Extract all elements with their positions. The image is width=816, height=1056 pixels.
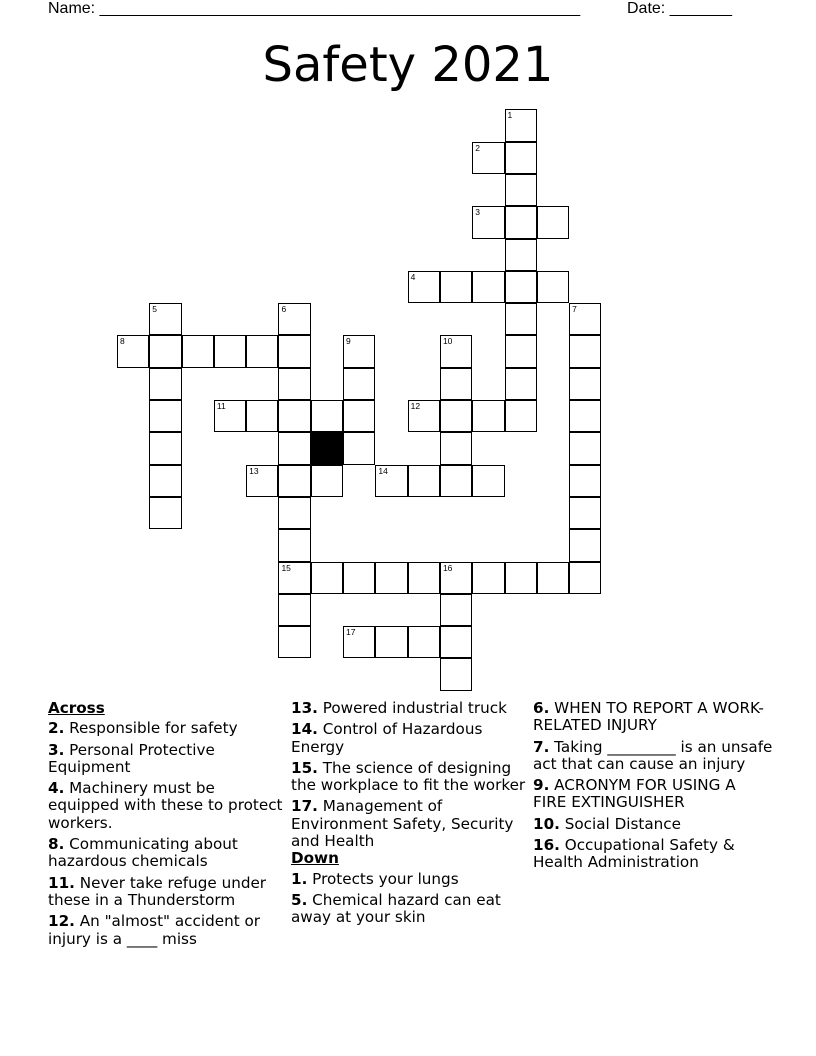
grid-cell[interactable] <box>278 465 310 497</box>
grid-cell[interactable] <box>246 465 278 497</box>
clue-column-3 <box>533 700 773 876</box>
clue-number-label: 6 <box>281 304 287 315</box>
clue-across-2 <box>48 720 283 737</box>
grid-cell[interactable] <box>278 497 310 529</box>
clue-down-9 <box>533 777 773 812</box>
grid-cell[interactable] <box>569 335 601 367</box>
grid-cell[interactable] <box>569 303 601 335</box>
grid-cell[interactable] <box>472 465 504 497</box>
clue-number-label: 2 <box>475 142 480 153</box>
grid-cell[interactable] <box>408 626 440 658</box>
grid-cell[interactable] <box>505 206 537 238</box>
clue-text: Taking _________ is an unsafe act that can cause an injury <box>533 737 773 773</box>
grid-cell[interactable] <box>440 432 472 464</box>
grid-cell[interactable] <box>537 271 569 303</box>
grid-cell[interactable] <box>408 271 440 303</box>
grid-cell[interactable] <box>311 400 343 432</box>
grid-cell[interactable] <box>537 206 569 238</box>
clue-column-2 <box>291 700 526 931</box>
grid-cell[interactable] <box>440 594 472 626</box>
grid-cell[interactable] <box>375 562 407 594</box>
grid-cell[interactable] <box>472 206 504 238</box>
clue-down-5 <box>291 892 526 927</box>
grid-cell[interactable] <box>343 562 375 594</box>
grid-cell[interactable] <box>505 562 537 594</box>
clue-number: 12. <box>48 912 75 931</box>
clue-number: 9. <box>533 776 550 795</box>
grid-cell[interactable] <box>505 303 537 335</box>
grid-cell[interactable] <box>505 142 537 174</box>
grid-cell[interactable] <box>472 142 504 174</box>
clue-number-label: 5 <box>152 304 157 315</box>
clue-number: 5. <box>291 890 308 909</box>
clue-number-label: 11 <box>216 401 226 412</box>
across-heading: Across <box>48 699 105 717</box>
grid-cell[interactable] <box>278 335 310 367</box>
clue-number-label: 15 <box>281 562 291 573</box>
grid-cell[interactable] <box>472 271 504 303</box>
clue-text: Chemical hazard can eat away at your skin <box>291 890 501 927</box>
clue-across-3 <box>48 742 283 777</box>
grid-cell[interactable] <box>278 594 310 626</box>
grid-cell[interactable] <box>505 400 537 432</box>
clue-text: An "almost" accident or injury is a ____ miss <box>48 912 261 948</box>
clue-number: 4. <box>48 779 65 798</box>
clue-across-14 <box>291 721 526 756</box>
grid-cell[interactable] <box>505 271 537 303</box>
clue-number: 13. <box>291 699 318 717</box>
clue-number: 7. <box>533 737 550 756</box>
grid-cell[interactable] <box>408 562 440 594</box>
grid-cell[interactable] <box>505 368 537 400</box>
grid-cell[interactable] <box>440 626 472 658</box>
clue-text: Never take refuge under these in a Thunderstorm <box>48 873 267 909</box>
grid-cell[interactable] <box>214 400 246 432</box>
clue-number: 17. <box>291 797 318 816</box>
clue-text: Powered industrial truck <box>317 699 507 717</box>
grid-cell[interactable] <box>278 626 310 658</box>
grid-cell[interactable] <box>408 400 440 432</box>
clue-number: 1. <box>291 869 308 888</box>
grid-cell[interactable] <box>149 497 181 529</box>
date-field: Date: _______ <box>627 0 732 17</box>
grid-cell[interactable] <box>278 562 310 594</box>
page-title: Safety 2021 <box>262 37 554 93</box>
clue-number-label: 8 <box>119 336 125 347</box>
grid-cell[interactable] <box>569 432 601 464</box>
grid-cell[interactable] <box>440 562 472 594</box>
grid-cell[interactable] <box>440 335 472 367</box>
clue-across-12 <box>48 913 283 948</box>
grid-cell[interactable] <box>375 465 407 497</box>
grid-cell[interactable] <box>182 335 214 367</box>
grid-cell[interactable] <box>440 658 472 690</box>
clue-text: Machinery must be equipped with these to protect workers. <box>48 779 283 832</box>
grid-cell[interactable] <box>505 174 537 206</box>
clue-number: 2. <box>48 719 65 738</box>
clue-number: 8. <box>48 835 65 854</box>
grid-cell[interactable] <box>569 400 601 432</box>
grid-cell[interactable] <box>505 335 537 367</box>
clue-across-11 <box>48 875 283 910</box>
name-field: Name: ______________________________________________________ <box>48 0 581 17</box>
grid-cell[interactable] <box>149 303 181 335</box>
clue-number: 3. <box>48 740 65 759</box>
grid-cell[interactable] <box>343 626 375 658</box>
grid-cell[interactable] <box>375 626 407 658</box>
clue-number-label: 12 <box>410 401 421 412</box>
grid-cell[interactable] <box>246 335 278 367</box>
clue-column-1 <box>48 700 283 952</box>
clue-text: Control of Hazardous Energy <box>291 720 483 756</box>
grid-cell[interactable] <box>569 562 601 594</box>
clue-number-label: 9 <box>346 336 351 347</box>
grid-cell[interactable] <box>149 400 181 432</box>
clue-down-10 <box>533 816 773 833</box>
clue-across-17 <box>291 798 526 850</box>
clue-number-label: 10 <box>442 336 453 347</box>
clue-text: Protects your lungs <box>307 869 459 888</box>
clue-number-label: 7 <box>572 304 577 315</box>
clue-down-7 <box>533 739 773 774</box>
grid-cell[interactable] <box>343 432 375 464</box>
clue-number-label: 3 <box>475 207 480 218</box>
clue-text: Social Distance <box>559 814 681 833</box>
black-cell <box>311 432 343 464</box>
grid-cell[interactable] <box>278 400 310 432</box>
grid-cell[interactable] <box>472 400 504 432</box>
grid-cell[interactable] <box>472 562 504 594</box>
grid-cell[interactable] <box>505 109 537 141</box>
grid-cell[interactable] <box>569 368 601 400</box>
grid-cell[interactable] <box>149 335 181 367</box>
grid-cell[interactable] <box>440 271 472 303</box>
grid-cell[interactable] <box>214 335 246 367</box>
clue-number-label: 4 <box>410 271 416 282</box>
grid-cell[interactable] <box>569 529 601 561</box>
grid-cell[interactable] <box>440 400 472 432</box>
clue-number-label: 16 <box>442 562 453 573</box>
clue-across-13 <box>291 700 526 717</box>
clue-number-label: 13 <box>249 465 259 476</box>
grid-cell[interactable] <box>278 432 310 464</box>
clue-across-15 <box>291 760 526 795</box>
grid-cell[interactable] <box>343 368 375 400</box>
clue-number: 14. <box>291 720 318 739</box>
clue-number-label: 17 <box>346 627 356 638</box>
clue-text: Management of Environment Safety, Security and Health <box>291 797 514 851</box>
grid-cell[interactable] <box>149 432 181 464</box>
grid-cell[interactable] <box>440 368 472 400</box>
grid-cell[interactable] <box>569 465 601 497</box>
grid-cell[interactable] <box>343 335 375 367</box>
grid-cell[interactable] <box>505 239 537 271</box>
clue-number-label: 14 <box>378 465 388 476</box>
grid-cell[interactable] <box>311 465 343 497</box>
grid-cell[interactable] <box>311 562 343 594</box>
clue-down-1 <box>291 871 526 888</box>
clue-number: 11. <box>48 873 75 892</box>
clue-text: WHEN TO REPORT A WORK-RELATED INJURY <box>533 699 764 735</box>
clue-across-8 <box>48 836 283 871</box>
down-heading: Down <box>291 849 339 868</box>
clue-number-label: 1 <box>507 110 513 121</box>
grid-cell[interactable] <box>278 303 310 335</box>
grid-cell[interactable] <box>149 465 181 497</box>
grid-cell[interactable] <box>440 465 472 497</box>
clue-text: Responsible for safety <box>64 719 238 738</box>
grid-cell[interactable] <box>246 400 278 432</box>
clue-down-16 <box>533 837 773 872</box>
clue-text: The science of designing the workplace to fit the worker <box>291 758 526 795</box>
clue-number: 16. <box>533 836 560 855</box>
clue-text: Personal Protective Equipment <box>48 740 215 776</box>
clue-number: 6. <box>533 699 550 717</box>
grid-cell[interactable] <box>117 335 149 367</box>
clue-down-6 <box>533 700 773 735</box>
clue-number: 10. <box>533 814 560 833</box>
clue-text: Occupational Safety & Health Administration <box>533 836 735 872</box>
grid-cell[interactable] <box>569 497 601 529</box>
clue-across-4 <box>48 780 283 832</box>
clue-text: ACRONYM FOR USING A FIRE EXTINGUISHER <box>533 776 736 812</box>
grid-cell[interactable] <box>278 529 310 561</box>
clue-text: Communicating about hazardous chemicals <box>48 835 238 871</box>
grid-cell[interactable] <box>408 465 440 497</box>
grid-cell[interactable] <box>537 562 569 594</box>
grid-cell[interactable] <box>278 368 310 400</box>
grid-cell[interactable] <box>149 368 181 400</box>
clue-number: 15. <box>291 758 318 777</box>
grid-cell[interactable] <box>343 400 375 432</box>
